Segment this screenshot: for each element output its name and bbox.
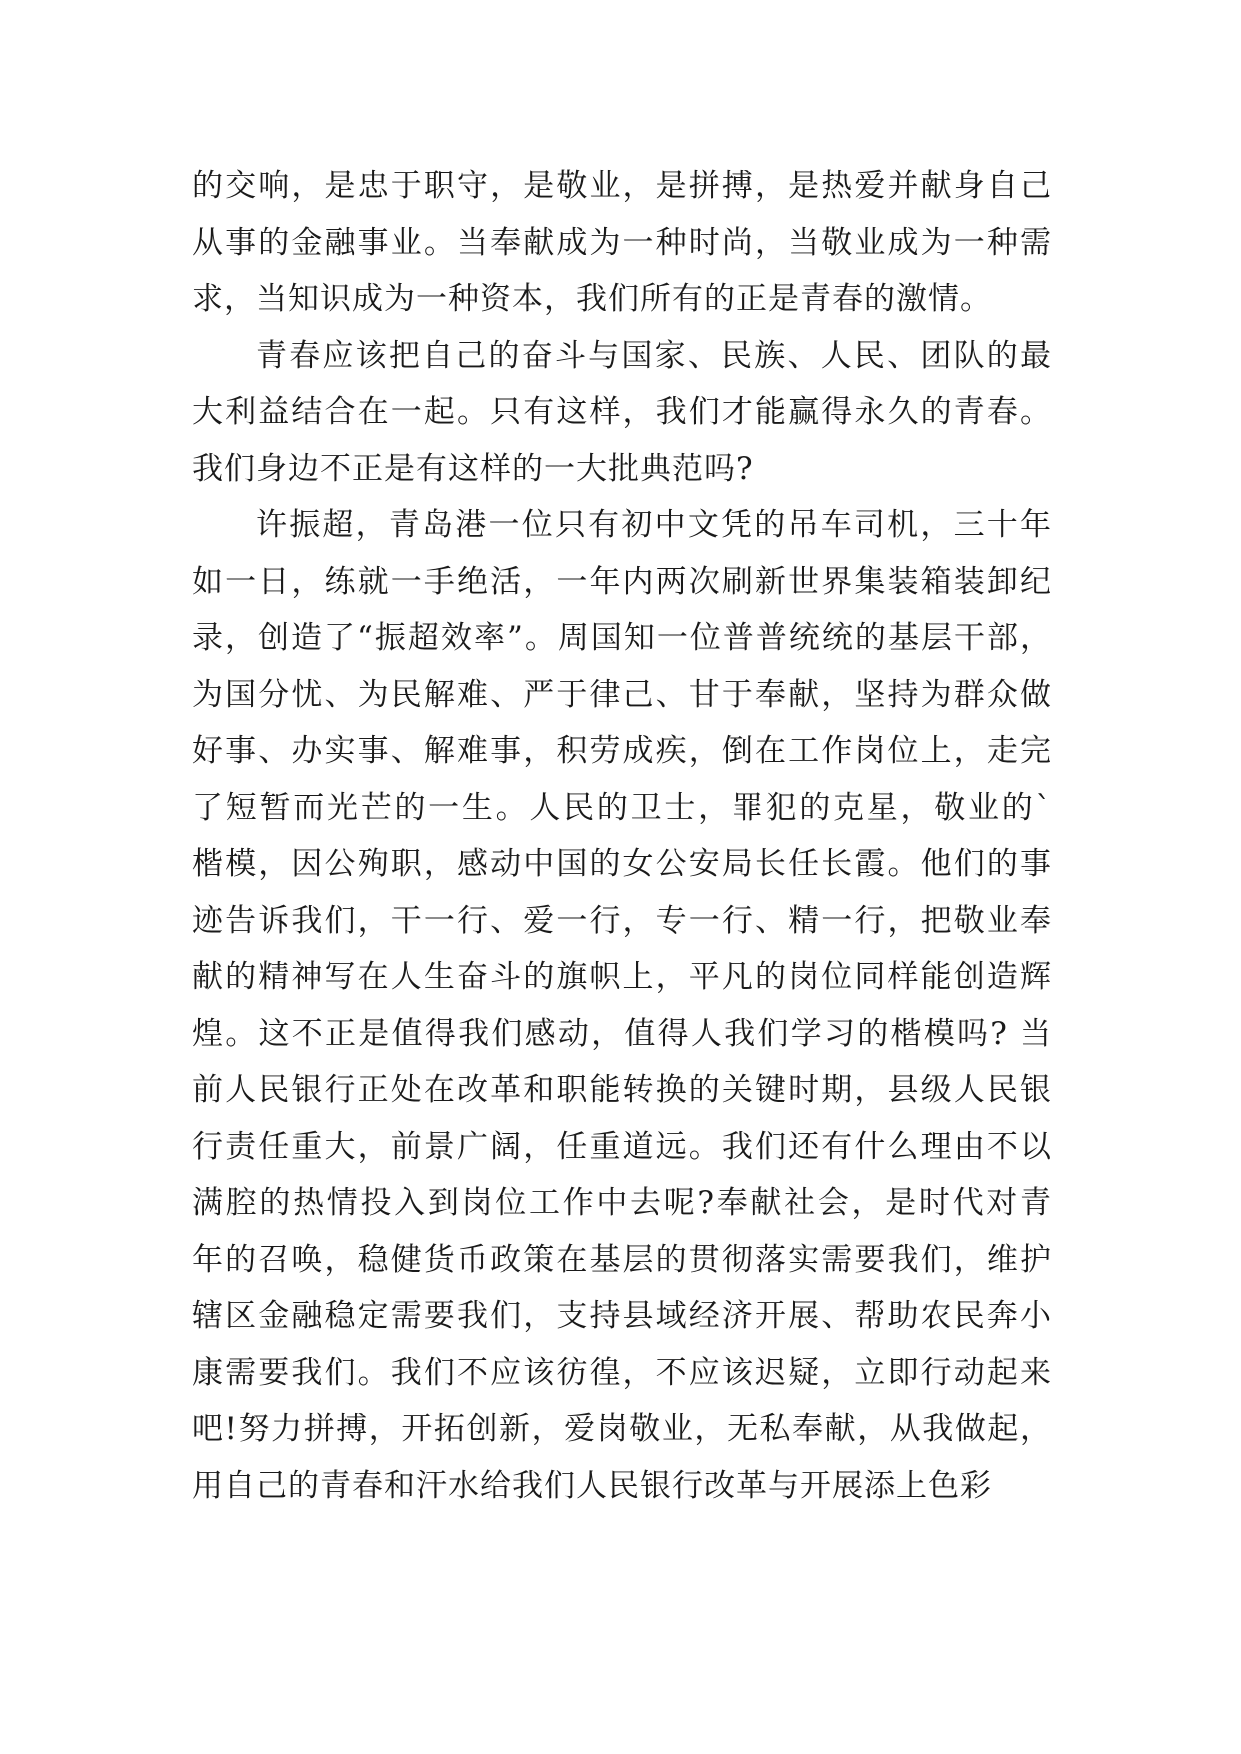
paragraph-3-line-4: 为国分忧、为民解难、严于律己、甘于奉献，坚持为群众做	[192, 676, 1052, 713]
paragraph-2-line-1: 青春应该把自己的奋斗与国家、民族、人民、团队的最	[256, 337, 1052, 374]
paragraph-3-line-17: 吧!努力拼搏，开拓创新，爱岗敬业，无私奉献，从我做起，	[192, 1411, 1052, 1447]
paragraph-2-line-2: 大利益结合在一起。只有这样，我们才能赢得永久的青春。	[192, 394, 1052, 430]
paragraph-3-line-13: 满腔的热情投入到岗位工作中去呢?奉献社会，是时代对青	[192, 1185, 1052, 1221]
paragraph-3-line-15: 辖区金融稳定需要我们，支持县域经济开展、帮助农民奔小	[192, 1298, 1052, 1334]
document-body	[192, 158, 1052, 1514]
paragraph-3-line-3: 录，创造了“振超效率”。周国知一位普普统统的基层干部，	[192, 620, 1052, 656]
paragraph-3-line-8: 迹告诉我们，干一行、爱一行，专一行、精一行，把敬业奉	[192, 902, 1052, 939]
paragraph-2-line-3: 我们身边不正是有这样的一大批典范吗?	[192, 450, 754, 487]
paragraph-1-line-2: 从事的金融事业。当奉献成为一种时尚，当敬业成为一种需	[192, 224, 1052, 261]
paragraph-3-line-2: 如一日，练就一手绝活，一年内两次刷新世界集装箱装卸纪	[192, 563, 1052, 600]
paragraph-3-line-10: 煌。这不正是值得我们感动，值得人我们学习的楷模吗? 当	[192, 1015, 1052, 1052]
paragraph-1-line-1: 的交响，是忠于职守，是敬业，是拼搏，是热爱并献身自己	[192, 168, 1052, 204]
paragraph-3-line-18: 用自己的青春和汗水给我们人民银行改革与开展添上色彩	[192, 1467, 992, 1504]
paragraph-3-line-14: 年的召唤，稳健货币政策在基层的贯彻落实需要我们，维护	[192, 1241, 1052, 1278]
paragraph-3-line-5: 好事、办实事、解难事，积劳成疾，倒在工作岗位上，走完	[192, 733, 1052, 769]
paragraph-3-line-6: 了短暂而光芒的一生。人民的卫士，罪犯的克星，敬业的`	[192, 789, 1052, 826]
paragraph-3-line-12: 行责任重大，前景广阔，任重道远。我们还有什么理由不以	[192, 1128, 1052, 1165]
paragraph-3-line-16: 康需要我们。我们不应该彷徨，不应该迟疑，立即行动起来	[192, 1354, 1052, 1391]
paragraph-3-line-9: 献的精神写在人生奋斗的旗帜上，平凡的岗位同样能创造辉	[192, 959, 1052, 995]
paragraph-3-line-7: 楷模，因公殉职，感动中国的女公安局长任长霞。他们的事	[192, 846, 1052, 882]
paragraph-3-line-1: 许振超，青岛港一位只有初中文凭的吊车司机，三十年	[256, 507, 1052, 543]
paragraph-1-line-3: 求，当知识成为一种资本，我们所有的正是青春的激情。	[192, 281, 992, 317]
paragraph-3-line-11: 前人民银行正处在改革和职能转换的关键时期，县级人民银	[192, 1072, 1052, 1108]
